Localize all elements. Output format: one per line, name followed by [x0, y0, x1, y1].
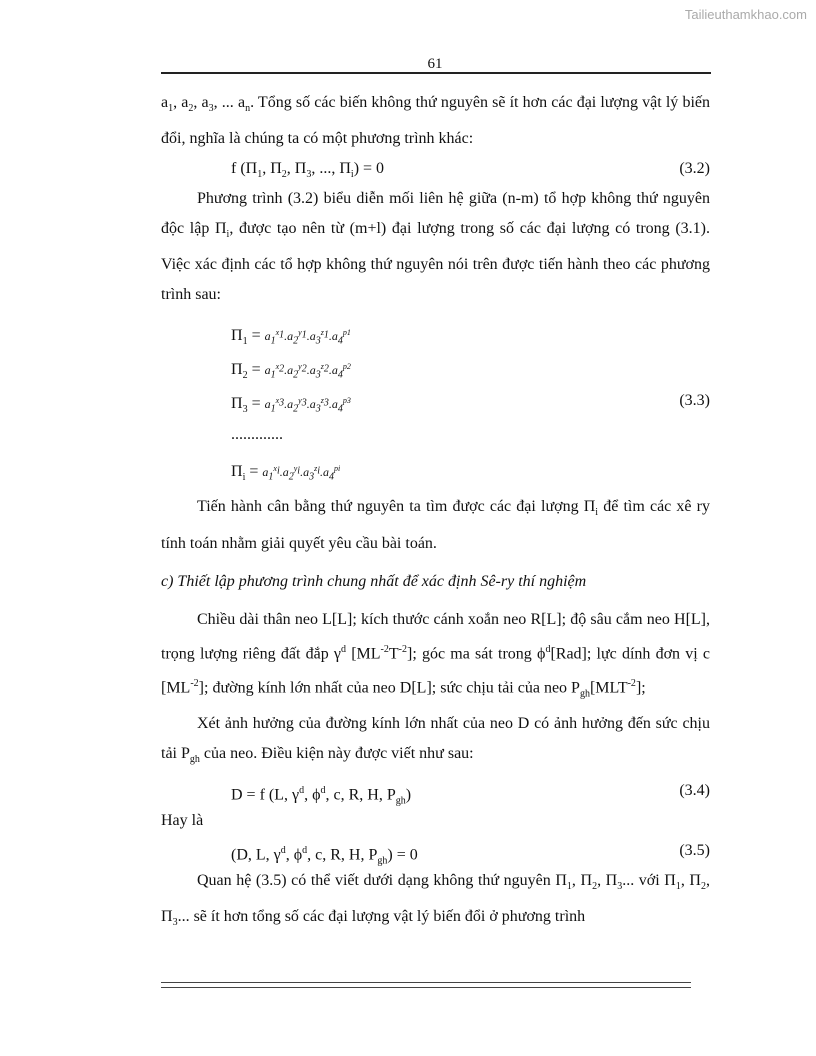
header-rule — [161, 72, 711, 74]
pi-equation-i: $\Pi_i = a_1^{x_i}.a_2^{y_i}.a_3^{z_i}.a_4^{pi}$ — [231, 463, 341, 484]
equation-3-4: D = f (L, $\gamma^d$, $\phi^d$, c, R, H, $P_{gh}$) (3.4) — [161, 776, 710, 806]
section-heading-c: c) Thiết lập phương trình chung nhất để xác định Sê-ry thí nghiệm — [161, 572, 587, 590]
paragraph-5: Xét ảnh hưởng của đường kính lớn nhất của neo D có ảnh hưởng đến sức chịu tải $P_{gh}$ của neo. Điều kiện này được viết như sau: — [161, 715, 710, 766]
pi-equation-1: $\Pi_1 = a_1^{x_1}.a_2^{y_1}.a_3^{z_1}.a_4^{p1}$ — [231, 327, 351, 348]
pi-dots: ............. — [231, 426, 283, 444]
equation-number: (3.4) — [679, 781, 710, 799]
page-number: 61 — [427, 56, 443, 72]
paragraph-4: Chiều dài thân neo L[L]; kích thước cánh xoắn neo R[L]; độ sâu cắm neo H[L], trọng lượng riêng đất đắp $\gamma^d$ $[ML^{-2}T^{-2}]$; góc ma sát trong $\phi^d[Rad]$; lực dính đơn vị c $[ML^{-2}]$; đường kính lớn nhất của neo D[L]; sức chịu tải của neo $P_{gh}[MLT^{-2}]$; — [161, 610, 711, 700]
hay-la: Hay là — [161, 811, 204, 829]
paragraph-6: Quan hệ (3.5) có thể viết dưới dạng không thứ nguyên $\Pi_1$, $\Pi_2$, $\Pi_3$... với $\Pi_1$, $\Pi_2$, $\Pi_3$... sẽ ít hơn tổng số các đại lượng vật lý biến đổi ở phương trình — [161, 871, 710, 928]
paragraph-2: Phương trình (3.2) biểu diễn mối liên hệ giữa (n-m) tổ hợp không thứ nguyên độc lập $\Pi_i$, được tạo nên từ (m+l) đại lượng trong số các đại lượng có trong (3.1). Việc xác định các tổ hợp không thứ nguyên nói trên được tiến hành theo các phương trình sau: — [161, 190, 711, 304]
pi-equation-3: $\Pi_3 = a_1^{x_3}.a_2^{y_3}.a_3^{z_3}.a_4^{p3}$ (3.3) — [161, 384, 710, 418]
paragraph-3: Tiến hành cân bằng thứ nguyên ta tìm được các đại lượng $\Pi_i$ để tìm các xê ry tính toán nhằm giải quyết yêu cầu bài toán. — [161, 498, 711, 552]
equation-3-2: f ($\Pi_1$, $\Pi_2$, $\Pi_3$, ..., $\Pi_i) = 0$ (3.2) — [161, 154, 710, 184]
pi-equation-2: $\Pi_2 = a_1^{x_2}.a_2^{y_2}.a_3^{z_2}.a_4^{p2}$ — [231, 361, 351, 382]
equation-3-5: (D, L, $\gamma^d$, $\phi^d$, c, R, H, $P_{gh}) = 0$ (3.5) — [161, 836, 710, 866]
watermark: Tailieuthamkhao.com — [684, 7, 807, 22]
equation-number: (3.2) — [679, 160, 710, 178]
equation-number: (3.5) — [679, 841, 710, 859]
paragraph-1: $a_1$, $a_2$, $a_3$, ... $a_n$. Tổng số các biến không thứ nguyên sẽ ít hơn các đại lượng vật lý biến đổi, nghĩa là chúng ta có một phương trình khác: — [161, 94, 710, 148]
page-body — [161, 88, 710, 938]
equation-number: (3.3) — [679, 392, 710, 410]
footer-rule — [161, 982, 691, 988]
